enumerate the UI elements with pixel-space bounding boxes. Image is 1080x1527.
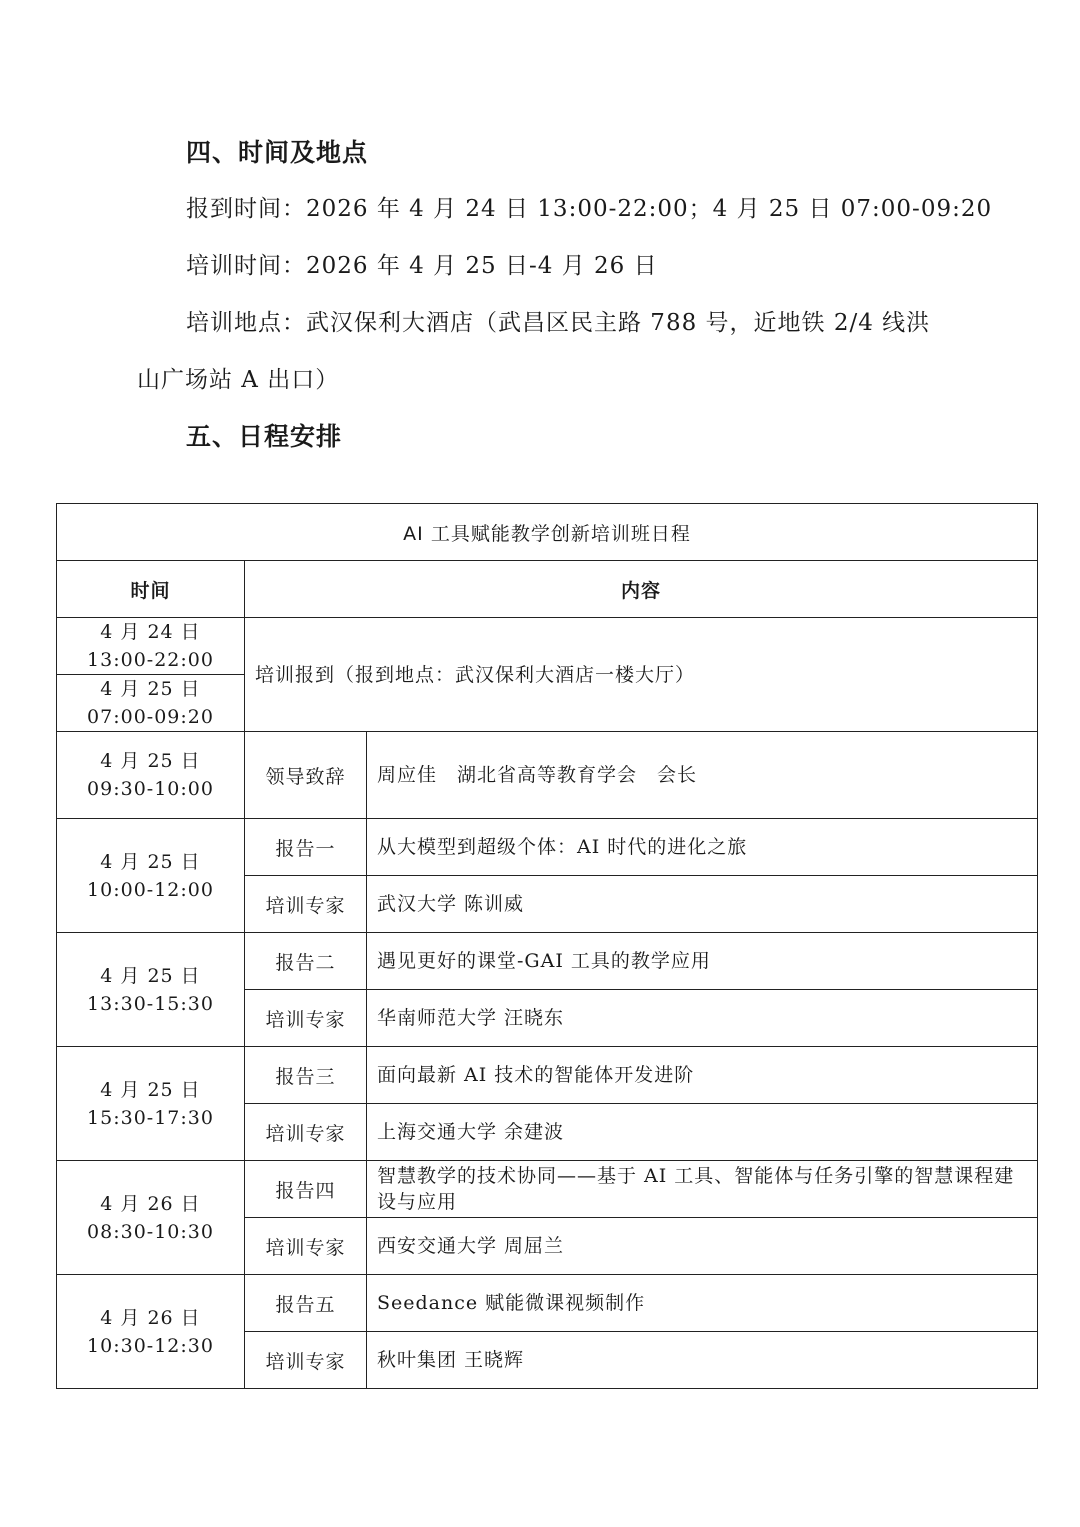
report-title: 遇见更好的课堂-GAI 工具的教学应用 (367, 933, 1038, 990)
expert-name: 西安交通大学 周屈兰 (367, 1218, 1038, 1275)
table-row (57, 1161, 1038, 1218)
expert-name: 秋叶集团 王晓辉 (367, 1332, 1038, 1389)
session-time-cell (57, 933, 245, 1047)
table-row (57, 819, 1038, 876)
session-time-cell (57, 1275, 245, 1389)
time-range: 07:00-09:20 (87, 706, 214, 728)
time-range: 13:00-22:00 (87, 649, 214, 671)
table-row (57, 1047, 1038, 1104)
report-label: 报告五 (245, 1275, 367, 1332)
table-row (57, 1275, 1038, 1332)
time-date: 4 月 25 日 (100, 850, 201, 873)
table-header-row (57, 561, 1038, 618)
table-row (57, 618, 1038, 675)
time-date: 4 月 25 日 (100, 678, 201, 700)
table-title-row (57, 504, 1038, 561)
time-date: 4 月 26 日 (100, 1306, 201, 1329)
time-range: 10:30-12:30 (87, 1334, 214, 1357)
column-header-content: 内容 (245, 561, 1038, 618)
time-range: 09:30-10:00 (87, 778, 214, 800)
session-time-cell (57, 732, 245, 819)
session-time-cell (57, 819, 245, 933)
row-label: 领导致辞 (245, 732, 367, 819)
time-date: 4 月 25 日 (100, 964, 201, 987)
time-date: 4 月 26 日 (100, 1192, 201, 1215)
expert-label: 培训专家 (245, 1332, 367, 1389)
row-content: 周应佳 湖北省高等教育学会 会长 (367, 732, 1038, 819)
expert-label: 培训专家 (245, 1218, 367, 1275)
expert-label: 培训专家 (245, 876, 367, 933)
time-date: 4 月 24 日 (100, 621, 201, 643)
checkin-time-text: 报到时间：2026 年 4 月 24 日 13:00-22:00；4 月 25 日 07:00-09:20 (186, 196, 993, 222)
time-date: 4 月 25 日 (100, 750, 201, 772)
expert-name: 武汉大学 陈训威 (367, 876, 1038, 933)
checkin-time-cell (57, 675, 245, 732)
report-label: 报告二 (245, 933, 367, 990)
expert-name: 上海交通大学 余建波 (367, 1104, 1038, 1161)
report-title: 智慧教学的技术协同——基于 AI 工具、智能体与任务引擎的智慧课程建设与应用 (367, 1161, 1038, 1218)
report-title: 面向最新 AI 技术的智能体开发进阶 (367, 1047, 1038, 1104)
training-venue-text-continued: 山广场站 A 出口） (137, 367, 340, 393)
report-label: 报告一 (245, 819, 367, 876)
column-header-time: 时间 (57, 561, 245, 618)
table-row (57, 732, 1038, 819)
section-heading-schedule: 五、日程安排 (186, 422, 343, 451)
training-time-text: 培训时间：2026 年 4 月 25 日-4 月 26 日 (186, 253, 658, 279)
report-title: Seedance 赋能微课视频制作 (367, 1275, 1038, 1332)
table-title: AI 工具赋能教学创新培训班日程 (57, 504, 1038, 561)
training-venue-text: 培训地点：武汉保利大酒店（武昌区民主路 788 号，近地铁 2/4 线洪 (186, 310, 931, 336)
checkin-time-cell (57, 618, 245, 675)
section-heading-time-location: 四、时间及地点 (186, 138, 369, 167)
time-range: 15:30-17:30 (87, 1106, 214, 1129)
schedule-table (56, 503, 1038, 1389)
time-range: 13:30-15:30 (87, 992, 214, 1015)
report-label: 报告三 (245, 1047, 367, 1104)
report-label: 报告四 (245, 1161, 367, 1218)
report-title: 从大模型到超级个体：AI 时代的进化之旅 (367, 819, 1038, 876)
expert-label: 培训专家 (245, 1104, 367, 1161)
table-row (57, 933, 1038, 990)
expert-label: 培训专家 (245, 990, 367, 1047)
session-time-cell (57, 1161, 245, 1275)
expert-name: 华南师范大学 汪晓东 (367, 990, 1038, 1047)
time-range: 08:30-10:30 (87, 1220, 214, 1243)
checkin-content: 培训报到（报到地点：武汉保利大酒店一楼大厅） (245, 618, 1038, 732)
session-time-cell (57, 1047, 245, 1161)
time-range: 10:00-12:00 (87, 878, 214, 901)
time-date: 4 月 25 日 (100, 1078, 201, 1101)
